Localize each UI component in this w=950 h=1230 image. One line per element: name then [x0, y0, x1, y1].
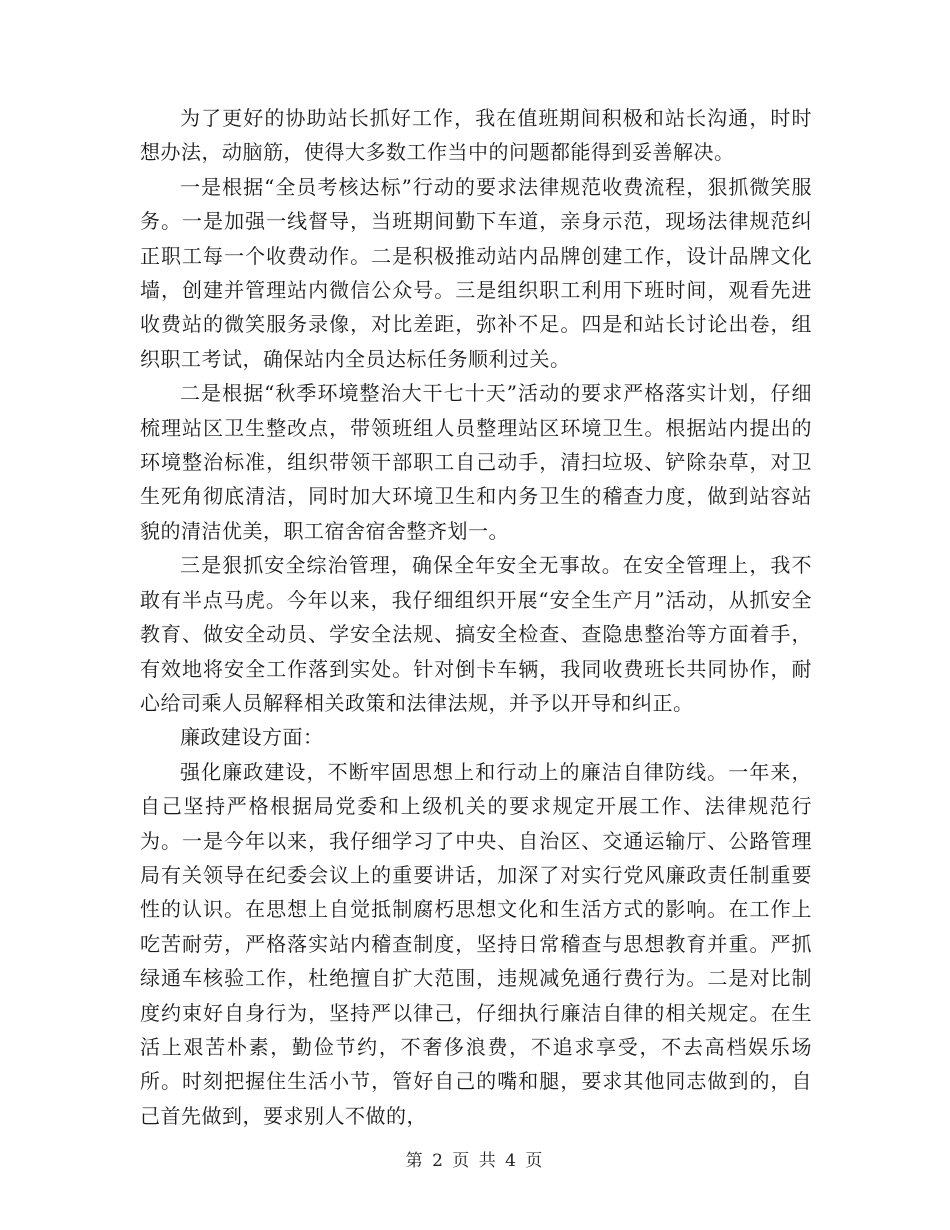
paragraph-item-three: 三是狠抓安全综治管理，确保全年安全无事故。在安全管理上，我不敢有半点马虎。今年以来，我仔细组织开展“安全生产月”活动，从抓安全教育、做安全动员、学安全法规、搞安全检查、查隐患整治等方面着手，有效地将安全工作落到实处。针对倒卡车辆，我同收费班长共同协作，耐心给司乘人员解释相关政策和法律法规，并予以开导和纠正。: [140, 553, 812, 715]
paragraph-item-one: 一是根据“全员考核达标”行动的要求法律规范收费流程，狠抓微笑服务。一是加强一线督导，当班期间勤下车道，亲身示范，现场法律规范纠正职工每一个收费动作。二是积极推动站内品牌创建工作，设计品牌文化墙，创建并管理站内微信公众号。三是组织职工利用下班时间，观看先进收费站的微笑服务录像，对比差距，弥补不足。四是和站长讨论出卷，组织职工考试，确保站内全员达标任务顺利过关。: [140, 174, 812, 371]
paragraph-integrity: 强化廉政建设，不断牢固思想上和行动上的廉洁自律防线。一年来，自己坚持严格根据局党委和上级机关的要求规定开展工作、法律规范行为。一是今年以来，我仔细学习了中央、自治区、交通运输厅、公路管理局有关领导在纪委会议上的重要讲话，加深了对实行党风廉政责任制重要性的认识。在思想上自觉抵制腐朽思想文化和生活方式的影响。在工作上吃苦耐劳，严格落实站内稽查制度，坚持日常稽查与思想教育并重。严抓绿通车核验工作，杜绝擅自扩大范围，违规减免通行费行为。二是对比制度约束好自身行为，坚持严以律己，仔细执行廉洁自律的相关规定。在生活上艰苦朴素，勤俭节约，不奢侈浪费，不追求享受，不去高档娱乐场所。时刻把握住生活小节，管好自己的嘴和腿，要求其他同志做到的，自己首先做到，要求别人不做的，: [140, 759, 812, 1128]
document-body: [140, 101, 812, 1133]
paragraph-intro: 为了更好的协助站长抓好工作，我在值班期间积极和站长沟通，时时想办法，动脑筋，使得大多数工作当中的问题都能得到妥善解决。: [140, 106, 812, 165]
section-heading-integrity: 廉政建设方面：: [180, 725, 324, 750]
page-number-footer: 第 2 页 共 4 页: [405, 1151, 545, 1171]
paragraph-item-two: 二是根据“秋季环境整治大干七十天”活动的要求严格落实计划，仔细梳理站区卫生整改点，带领班组人员整理站区环境卫生。根据站内提出的环境整治标准，组织带领干部职工自己动手，清扫垃圾、铲除杂草，对卫生死角彻底清洁，同时加大环境卫生和内务卫生的稽查力度，做到站容站貌的清洁优美，职工宿舍宿舍整齐划一。: [140, 381, 812, 543]
